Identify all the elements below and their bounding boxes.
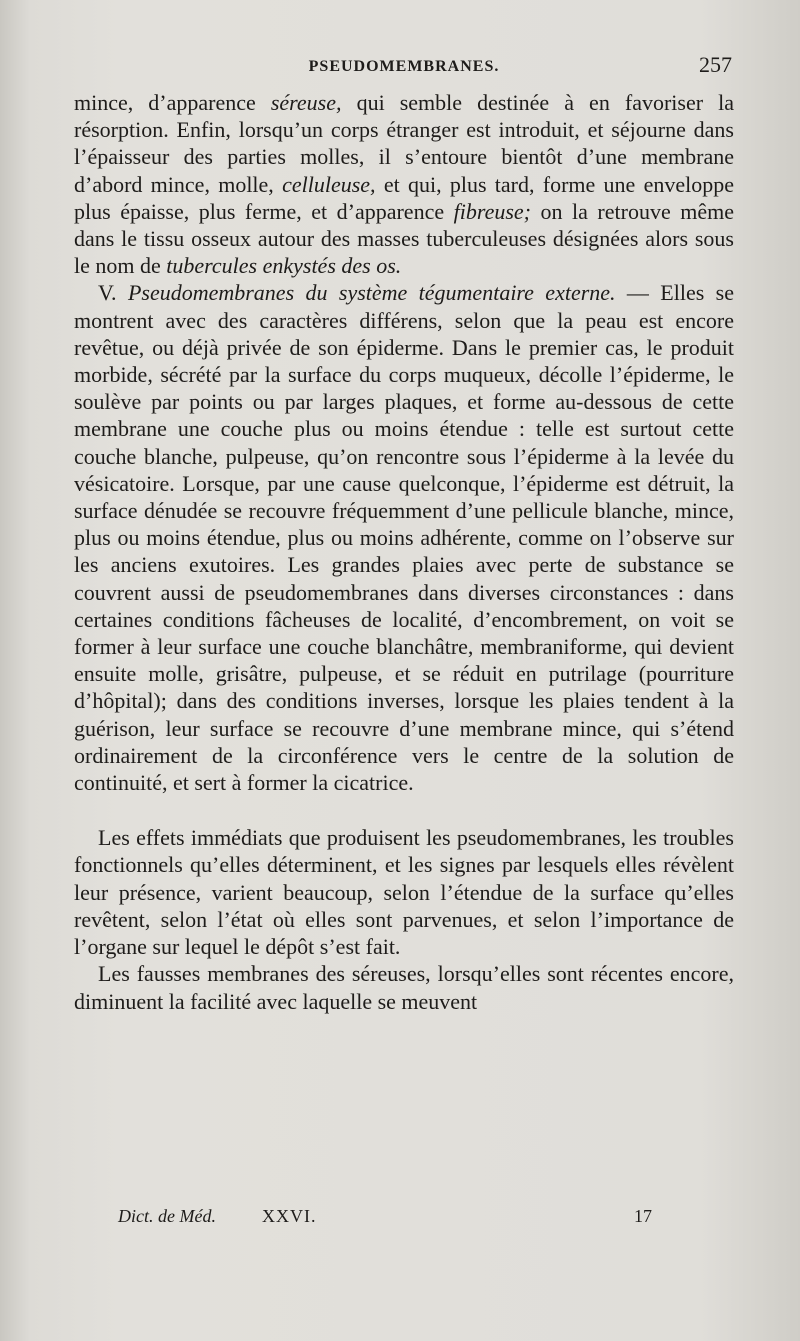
page-footer [74, 1206, 734, 1236]
italic-term: tubercules enkystés des os. [166, 253, 402, 279]
text-run: qui semble destinée à en favoriser la résorption. Enfin, lorsqu’un corps étranger est introduit, et séjourne dans l’épaisseur des parties molles, il s’entoure bientôt d’une membrane d’abord mince, molle, [74, 90, 734, 197]
footer-signature: Dict. de Méd. [118, 1206, 216, 1226]
footer-volume: XXVI. [262, 1206, 317, 1226]
paragraph-effects [74, 824, 734, 960]
section-number: V. [98, 280, 128, 306]
italic-term: fibreuse; [453, 198, 531, 224]
text-run: mince, d’apparence [74, 90, 271, 115]
page-number: 257 [699, 52, 732, 77]
text-run: Les fausses membranes des séreuses, lorsqu’elles sont récentes encore, diminuent la facilité avec laquelle se meuvent [74, 961, 734, 1014]
italic-term: celluleuse, [282, 171, 376, 197]
text-run: et qui, plus tard, forme une enveloppe plus épaisse, plus ferme, et d’apparence [74, 171, 734, 224]
footer-sheet-number: 17 [634, 1206, 652, 1226]
running-title: PSEUDOMEMBRANES. [308, 58, 500, 75]
text-run: — Elles se montrent avec des caractères différens, selon que la peau est encore revêtue, ou déjà privée de son épiderme. Dans le premier cas, le produit morbide, sécrété par la surface du corps muqueux, décolle l’épiderme, le soulève par points ou par larges plaques, et forme au-dessous de cette membrane une couche plus ou moins étendue : telle est surtout cette couche blanche, pulpeuse, qu’on rencontre sous l’épiderme à la levée du vésicatoire. Lorsque, par une cause quelconque, l’épiderme est détruit, la surface dénudée se recouvre fréquemment d’une pellicule blanche, mince, plus ou moins étendue, plus ou moins adhérente, comme on l’observe sur les anciens exutoires. Les grandes plaies avec perte de substance se couvrent aussi de pseudomembranes dans diverses circonstances : dans certaines conditions fâcheuses de localité, d’encombrement, on voit se former à leur surface une couche blanchâtre, membraniforme, qui devient ensuite molle, grisâtre, pulpeuse, et se réduit en putrilage (pourriture d’hôpital); dans des conditions inverses, lorsque les plaies tendent à la guérison, leur surface se recouvre d’une membrane mince, qui s’étend ordinairement de la circonférence vers le centre de la solution de continuité, et sert à former la cicatrice. [74, 280, 734, 796]
paragraph-continuation [74, 89, 734, 279]
text-run: on la retrouve même dans le tissu osseux autour des masses tuberculeuses désignées alors sous le nom de [74, 198, 734, 279]
italic-term: séreuse, [270, 90, 342, 115]
page-header [74, 50, 734, 90]
text-run: Les effets immédiats que produisent les pseudomembranes, les troubles fonctionnels qu’elles déterminent, et les signes par lesquels elles révèlent leur présence, varient beaucoup, selon l’étendue de la surface qu’elles revêtent, selon l’état où elles sont parvenues, et selon l’importance de l’organe sur lequel le dépôt s’est fait. [74, 825, 734, 960]
paragraph-section-v [74, 279, 734, 796]
paragraph-sereuses [74, 960, 734, 1014]
body-text [74, 89, 734, 1015]
section-heading: Pseudomembranes du système tégumentaire externe. [127, 280, 616, 306]
